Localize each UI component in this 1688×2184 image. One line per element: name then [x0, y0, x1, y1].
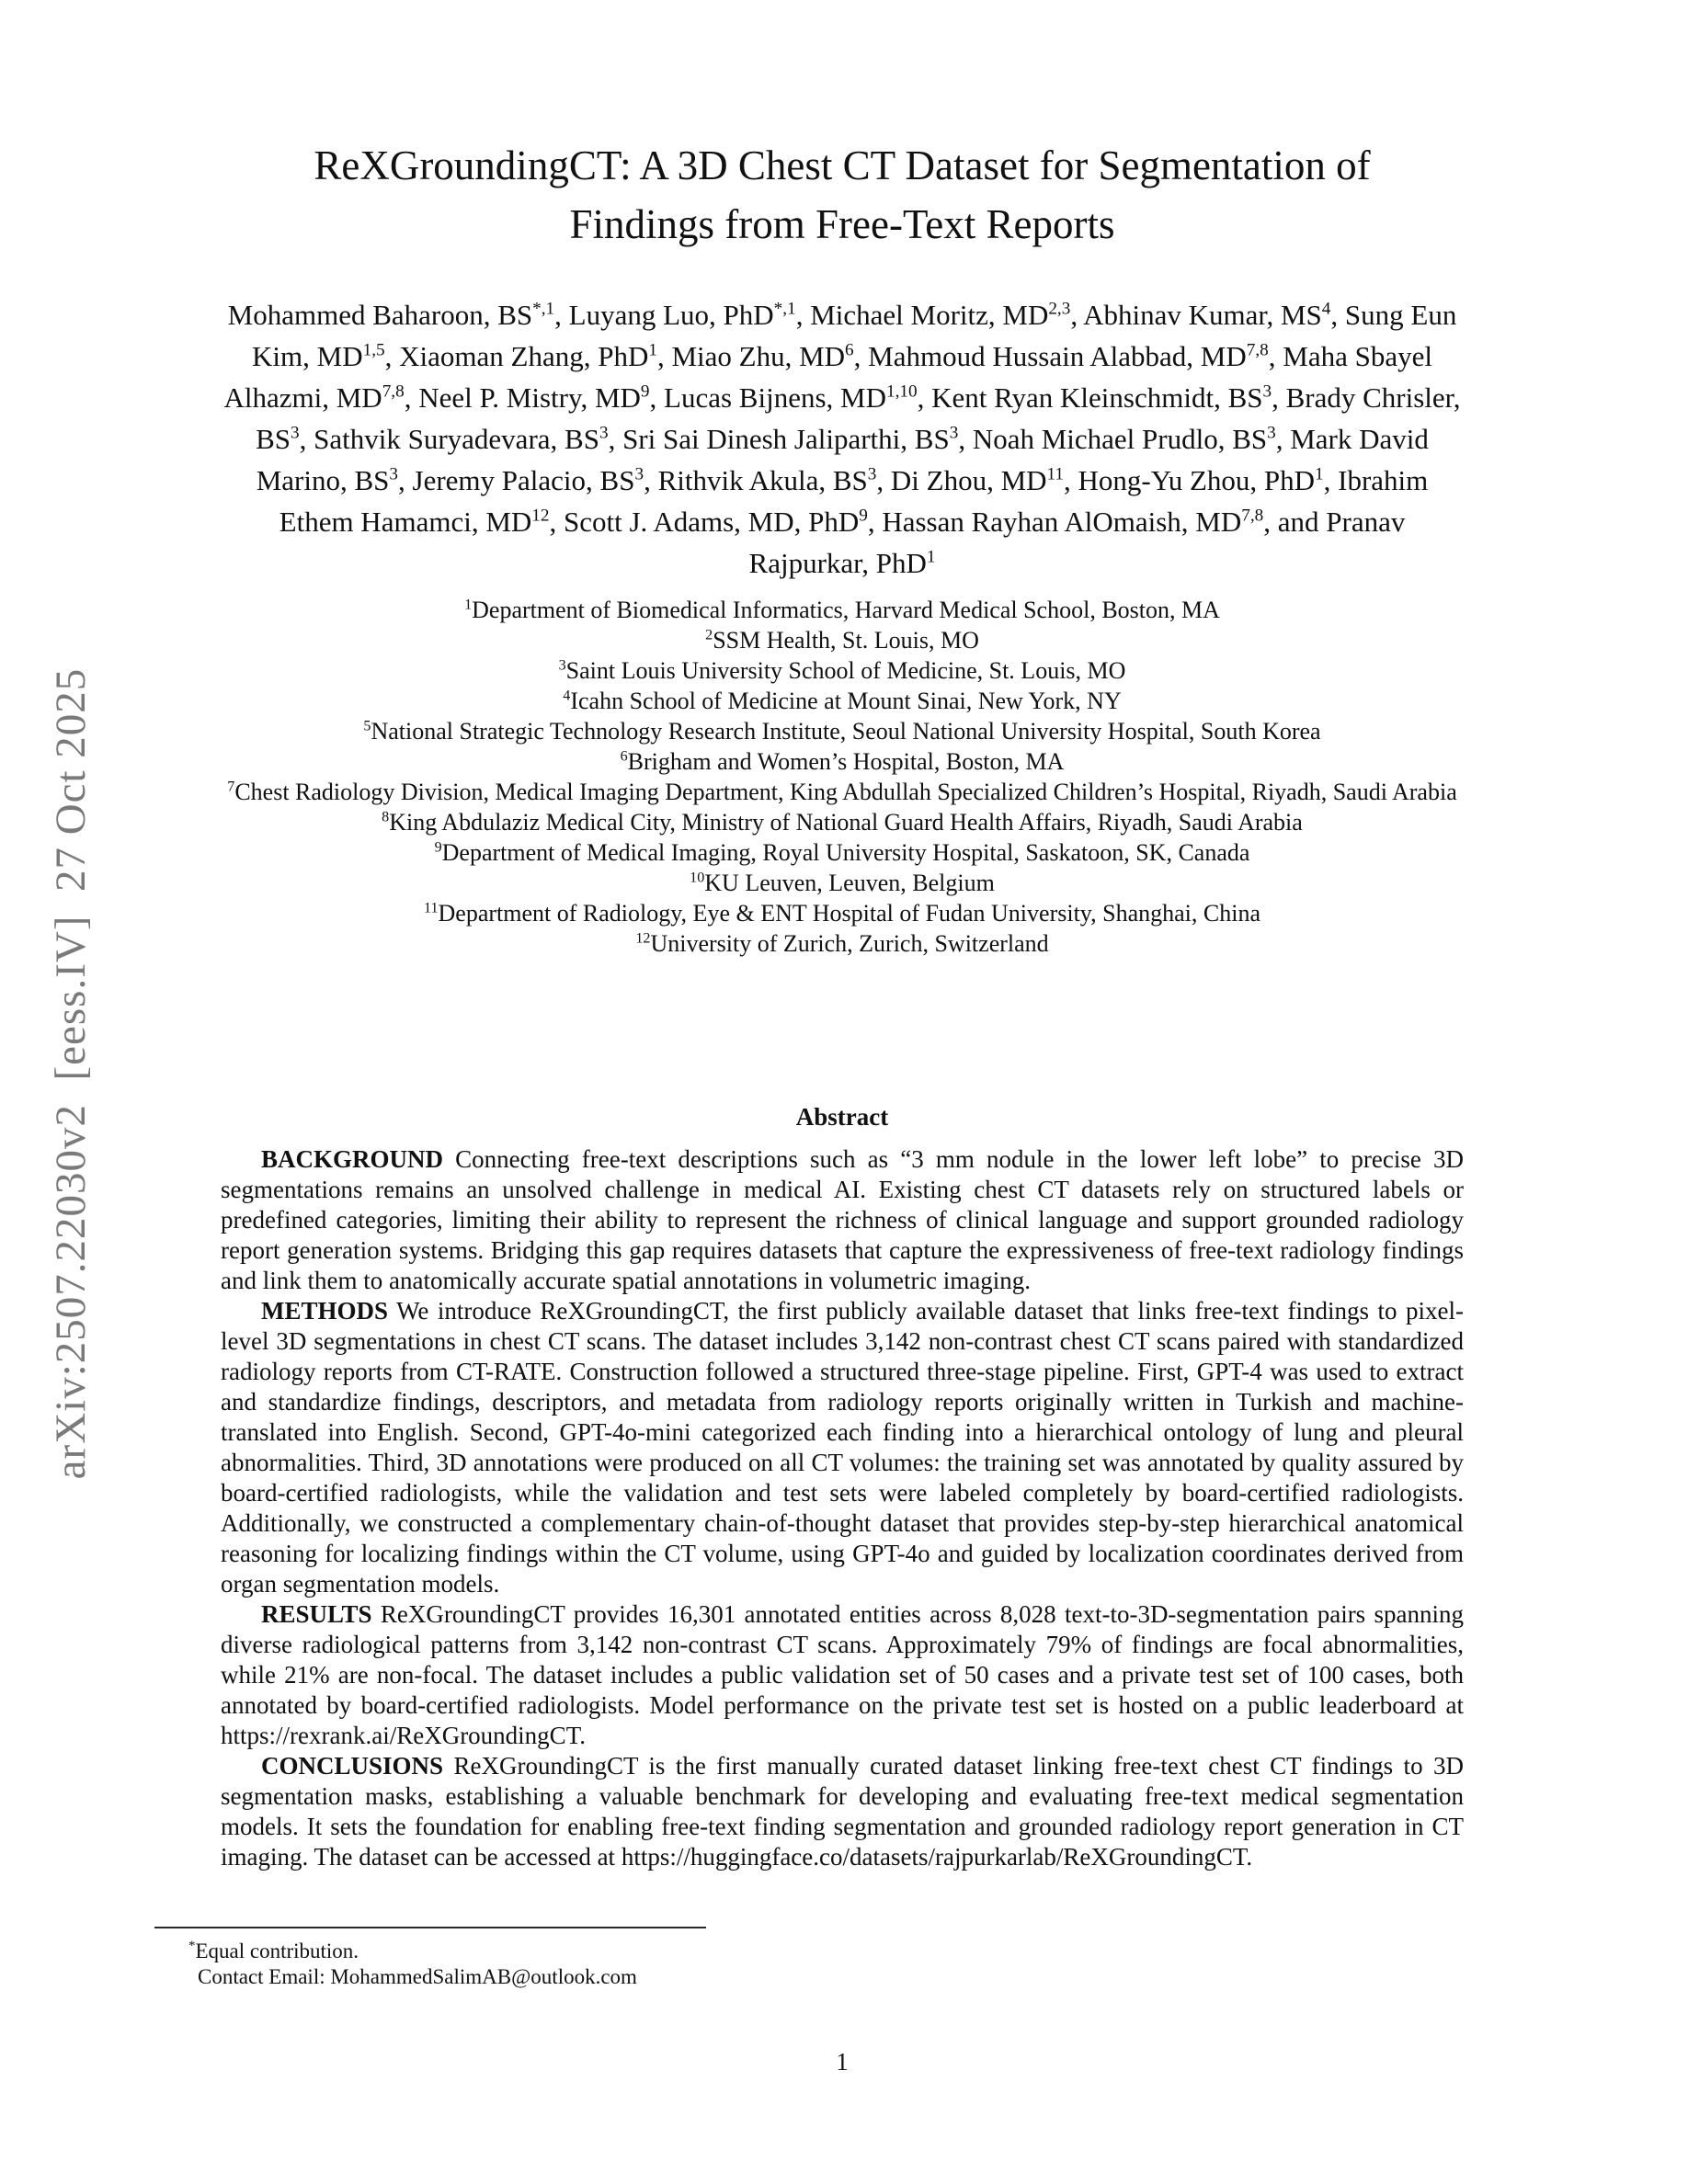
author: Hong-Yu Zhou, PhD$^1$, [1078, 464, 1339, 496]
affiliation-line: $^1$Department of Biomedical Informatics, Harvard Medical School, Boston, MA [464, 597, 1220, 623]
author: Rithvik Akula, $BS^3$, [657, 464, 891, 496]
affiliation-line: $^{11}$Department of Radiology, Eye & ENT Hospital of Fudan University, Shanghai, China [424, 900, 1260, 927]
abstract-paragraph-background: BACKGROUND Connecting free-text descriptions such as “3 mm nodule in the lower left lobe” to precise 3D segmentations remains an unsolved challenge in medical AI. Existing chest CT datasets rely on structured labels or predefined categories, limiting their ability to represent the richness of clinical language and support grounded radiology report generation systems. Bridging this gap requires datasets that capture the expressiveness of free-text radiology findings and link them to anatomically accurate spatial annotations in volumetric imaging. [221, 1145, 1465, 1294]
footnote-asterisk: * [188, 1939, 196, 1954]
footnote-contact-email: Contact Email: MohammedSalimAB@outlook.com [198, 1965, 637, 1988]
page-number: 1 [836, 2048, 849, 2076]
author: and Pranav Rajpurkar, PhD$^1$ [748, 506, 1406, 579]
affiliation-line: $^8$King Abdulaziz Medical City, Ministry of National Guard Health Affairs, Riyadh, Saudi Arabia [382, 809, 1303, 836]
abstract-paragraph-results: RESULTS ReXGroundingCT provides 16,301 annotated entities across 8,028 text-to-3D-segmentation pairs spanning diverse radiological patterns from 3,142 non-contrast CT scans. Approximately 79% of findings are focal abnormalities, while 21% are non-focal. The dataset includes a public validation set of 50 cases and a private test set of 100 cases, both annotated by board-certified radiologists. Model performance on the private test set is hosted on a public leaderboard at https://rexrank.ai/ReXGroundingCT. [221, 1600, 1464, 1749]
author: Hassan Rayhan AlOmaish, MD$^{7,8}$, [882, 506, 1278, 538]
paper-header [221, 136, 1464, 959]
affiliation-line: $^3$Saint Louis University School of Medicine, St. Louis, MO [558, 657, 1126, 684]
abstract-body [221, 1144, 1464, 1872]
author: Mohammed Baharoon, $BS^{*,1}$, [227, 299, 569, 331]
author: Neel P. Mistry, $MD^9$, [418, 381, 665, 414]
footnote-divider [154, 1927, 706, 1928]
abstract-heading: Abstract [795, 1103, 889, 1131]
author: Noah Michael Prudlo, $BS^3$, [972, 423, 1291, 455]
affiliation-line: $^7$Chest Radiology Division, Medical Imaging Department, King Abdullah Specialized Children’s Hospital, Riyadh, Saudi Arabia [227, 779, 1457, 805]
footnote-equal-contribution-text: Equal contribution. [195, 1939, 359, 1962]
footnote [154, 1927, 1469, 1990]
author: Sung Eun Kim, MD$^{1,5}$, [252, 299, 1457, 372]
author: Scott J. Adams, MD, PhD$^9$, [563, 506, 883, 538]
author-list [221, 294, 1464, 584]
affiliation-line: $^2$SSM Health, St. Louis, MO [705, 627, 979, 654]
affiliation-list [221, 595, 1464, 959]
abstract-paragraph-label: RESULTS [261, 1600, 372, 1628]
author: Sri Sai Dinesh Jaliparthi, $BS^3$, [622, 423, 973, 455]
author: Mahmoud Hussain Alabbad, MD$^{7,8}$, [868, 340, 1283, 372]
author: Di Zhou, MD$^{11}$, [890, 464, 1078, 496]
author: Miao Zhu, $MD^6$, [671, 340, 869, 372]
paper-title [221, 136, 1464, 254]
author: Michael Moritz, MD$^{2,3}$, [810, 299, 1084, 331]
author: Maha Sbayel Alhazmi, MD$^{7,8}$, [223, 340, 1432, 414]
author: Brady Chrisler, $BS^3$, [256, 381, 1461, 455]
affiliation-line: $^4$Icahn School of Medicine at Mount Sinai, New York, NY [563, 688, 1122, 714]
dataset-url[interactable]: https://huggingface.co/datasets/rajpurkarlab/ReXGroundingCT [621, 1843, 1247, 1871]
paper-title-line-1: ReXGroundingCT: A 3D Chest CT Dataset for Segmentation of [314, 142, 1371, 188]
affiliation-line: $^{10}$KU Leuven, Leuven, Belgium [690, 870, 995, 896]
affiliation-line: $^{12}$University of Zurich, Zurich, Switzerland [635, 930, 1049, 957]
abstract-paragraph-label: BACKGROUND [261, 1145, 444, 1173]
author: Luyang Luo, PhD$^{*,1}$, [568, 299, 811, 331]
leaderboard-url[interactable]: https://rexrank.ai/ReXGroundingCT [221, 1722, 580, 1749]
author: Xiaoman Zhang, PhD$^1$, [399, 340, 672, 372]
footnote-equal-contribution [188, 1939, 1469, 1964]
author: Jeremy Palacio, $BS^3$, [412, 464, 658, 496]
arxiv-watermark: arXiv:2507.22030v2 [eess.IV] 27 Oct 2025 [47, 667, 95, 1480]
abstract-paragraph-label: CONCLUSIONS [261, 1752, 444, 1780]
affiliation-line: $^9$Department of Medical Imaging, Royal University Hospital, Saskatoon, SK, Canada [434, 839, 1250, 866]
author: Kent Ryan Kleinschmidt, $BS^3$, [931, 381, 1286, 414]
abstract-section [221, 1103, 1464, 1872]
affiliation-line: $^5$National Strategic Technology Research Institute, Seoul National University Hospital, South Korea [363, 718, 1321, 745]
abstract-paragraph-methods: METHODS We introduce ReXGroundingCT, the first publicly available dataset that links free-text findings to pixel-level 3D segmentations in chest CT scans. The dataset includes 3,142 non-contrast chest CT scans paired with standardized radiology reports from CT-RATE. Construction followed a structured three-stage pipeline. First, GPT-4 was used to extract and standardize findings, descriptors, and metadata from radiology reports originally written in Turkish and machine-translated into English. Second, GPT-4o-mini categorized each finding into a hierarchical ontology of lung and pleural abnormalities. Third, 3D annotations were produced on all CT volumes: the training set was annotated by quality assured by board-certified radiologists, while the validation and test sets were labeled completely by board-certified radiologists. Additionally, we constructed a complementary chain-of-thought dataset that provides step-by-step hierarchical anatomical reasoning for localizing findings within the CT volume, using GPT-4o and guided by localization coordinates derived from organ segmentation models. [221, 1297, 1464, 1598]
author: Lucas Bijnens, MD$^{1,10}$, [664, 381, 932, 414]
author: Ibrahim Ethem Hamamci, MD$^{12}$, [279, 464, 1429, 538]
paper-title-line-2: Findings from Free-Text Reports [569, 201, 1115, 247]
affiliation-line: $^6$Brigham and Women’s Hospital, Boston, MA [620, 748, 1065, 775]
author: Sathvik Suryadevara, $BS^3$, [314, 423, 623, 455]
abstract-paragraph-label: METHODS [261, 1297, 389, 1325]
author: Abhinav Kumar, $MS^4$, [1083, 299, 1345, 331]
abstract-paragraph-conclusions: CONCLUSIONS ReXGroundingCT is the first manually curated dataset linking free-text chest CT findings to 3D segmentation masks, establishing a valuable benchmark for developing and evaluating free-text medical segmentation models. It sets the foundation for enabling free-text finding segmentation and grounded radiology report generation in CT imaging. The dataset can be accessed at https://huggingface.co/datasets/rajpurkarlab/ReXGroundingCT. [221, 1752, 1465, 1871]
author: Mark David Marino, $BS^3$, [256, 423, 1429, 496]
